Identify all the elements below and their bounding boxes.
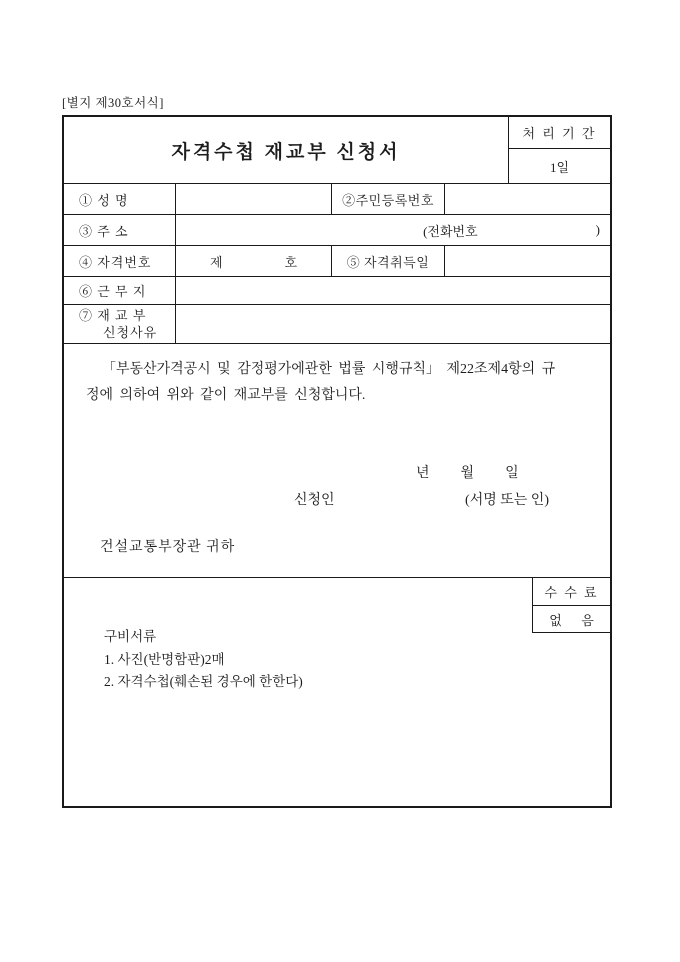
workplace-label: ⑥ 근 무 지: [79, 284, 147, 299]
resident-no-label: ②주민등록번호: [331, 184, 444, 214]
reason-label-line1: ⑦ 재 교 부: [79, 308, 147, 323]
phone-label: (전화번호: [423, 223, 478, 239]
reason-label-line2: 신청사유: [103, 325, 158, 340]
row-reason: [64, 304, 610, 343]
statement-paragraph: [86, 357, 598, 409]
document-item: 2. 자격수첩(훼손된 경우에 한한다): [104, 674, 303, 689]
statement-line1: 「부동산가격공시 및 감정평가에관한 법률 시행규칙」 제22조제4항의 규: [102, 362, 556, 377]
cert-no-prefix: 제: [209, 254, 223, 270]
date-year-label: 년: [416, 466, 430, 481]
processing-period-box: [508, 117, 610, 183]
reason-input-cell[interactable]: [175, 305, 610, 343]
fee-value: 없 음: [549, 612, 594, 628]
form-code-label: [별지 제30호서식]: [62, 96, 164, 110]
applicant-label: 신청인: [294, 493, 335, 508]
address-label: ③ 주 소: [79, 223, 129, 239]
documents-section: [64, 577, 610, 806]
row-workplace: [64, 276, 610, 304]
date-month-label: 월: [460, 466, 475, 481]
document-item: 1. 사진(반명함판)2매: [104, 651, 225, 667]
address-input-cell[interactable]: [175, 215, 610, 245]
fee-header: 수 수 료: [533, 578, 610, 606]
cert-no-suffix: 호: [284, 254, 298, 270]
title-row: [64, 117, 610, 183]
name-input-cell[interactable]: [175, 184, 331, 214]
phone-area: [176, 221, 610, 240]
row-address: [64, 214, 610, 245]
processing-period-header: 처 리 기 간: [509, 117, 610, 149]
statement-line2: 정에 의하여 위와 같이 재교부를 신청합니다.: [86, 388, 366, 403]
statement-section: [64, 343, 610, 577]
documents-heading: 구비서류: [104, 629, 157, 644]
date-line: [416, 462, 519, 482]
date-day-label: 일: [505, 466, 519, 481]
applicant-line: [294, 489, 549, 509]
row-cert-no: [64, 245, 610, 276]
workplace-input-cell[interactable]: [175, 277, 610, 304]
signature-label: (서명 또는 인): [465, 493, 549, 508]
required-documents-list: [104, 626, 303, 694]
name-label: ① 성 명: [79, 192, 129, 208]
cert-no-label: ④ 자격번호: [79, 254, 152, 270]
addressee-label: 건설교통부장관 귀하: [100, 540, 236, 555]
processing-period-value: 1일: [549, 159, 570, 175]
acq-date-input-cell[interactable]: [444, 246, 610, 276]
row-name: [64, 183, 610, 214]
reason-label: [64, 305, 175, 343]
fee-box: [532, 578, 610, 633]
cert-no-input-cell[interactable]: [175, 246, 331, 276]
resident-no-input-cell[interactable]: [444, 184, 610, 214]
form-title: 자격수첩 재교부 신청서: [171, 141, 401, 163]
application-form-table: [62, 115, 612, 808]
acq-date-label: ⑤ 자격취득일: [331, 246, 444, 276]
phone-close-paren: ): [595, 222, 600, 237]
